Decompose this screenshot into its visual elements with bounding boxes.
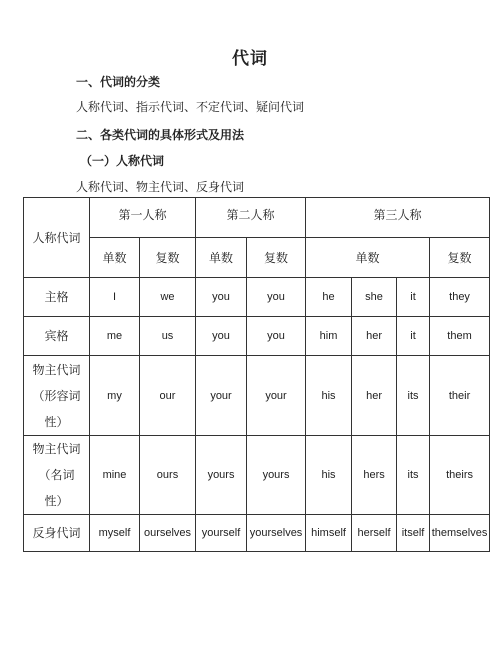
table-cell: themselves — [430, 515, 490, 552]
table-row — [24, 356, 490, 436]
subsection-heading-personal: （一）人称代词 — [80, 154, 165, 168]
table-row — [24, 515, 490, 552]
table-cell: his — [306, 436, 352, 515]
table-cell: you — [196, 278, 247, 317]
table-cell: his — [306, 356, 352, 436]
row-label-line: 主格 — [44, 290, 69, 304]
table-cell: him — [306, 317, 352, 356]
table-cell: herself — [352, 515, 397, 552]
table-row — [24, 317, 490, 356]
row-label-line: 性） — [44, 414, 69, 429]
table-cell: hers — [352, 436, 397, 515]
header-third-person: 第三人称 — [306, 198, 490, 238]
table-cell: they — [430, 278, 490, 317]
table-cell: it — [397, 317, 430, 356]
table-cell: you — [196, 317, 247, 356]
header-third-singular: 单数 — [306, 238, 430, 278]
table-cell: mine — [90, 436, 140, 515]
row-label-line: 物主代词 — [32, 442, 81, 456]
table-cell: them — [430, 317, 490, 356]
header-third-plural: 复数 — [430, 238, 490, 278]
section-heading-2: 二、各类代词的具体形式及用法 — [76, 128, 245, 142]
section-heading-1: 一、代词的分类 — [76, 75, 161, 89]
table-cell: its — [397, 356, 430, 436]
document-title: 代词 — [232, 49, 268, 69]
table-cell: their — [430, 356, 490, 436]
table-cell: himself — [306, 515, 352, 552]
header-row-person — [24, 198, 490, 238]
table-cell: yourselves — [247, 515, 306, 552]
table-cell: theirs — [430, 436, 490, 515]
table-cell: itself — [397, 515, 430, 552]
table-cell: yourself — [196, 515, 247, 552]
row-label — [24, 515, 90, 552]
table-cell: I — [90, 278, 140, 317]
table-cell: our — [140, 356, 196, 436]
header-second-singular: 单数 — [196, 238, 247, 278]
table-cell: me — [90, 317, 140, 356]
table-cell: yours — [247, 436, 306, 515]
header-second-plural: 复数 — [247, 238, 306, 278]
table-cell: your — [247, 356, 306, 436]
personal-pronoun-types-text: 人称代词、物主代词、反身代词 — [76, 180, 245, 194]
header-first-person: 第一人称 — [90, 198, 196, 238]
header-second-person: 第二人称 — [196, 198, 306, 238]
row-label — [24, 436, 90, 515]
table-cell: us — [140, 317, 196, 356]
row-label — [24, 278, 90, 317]
header-first-singular: 单数 — [90, 238, 140, 278]
row-label-line: （名词 — [38, 468, 75, 482]
row-label-line: 反身代词 — [32, 526, 81, 540]
pronoun-categories-text: 人称代词、指示代词、不定代词、疑问代词 — [76, 100, 305, 114]
table-cell: it — [397, 278, 430, 317]
table-cell: its — [397, 436, 430, 515]
table-row — [24, 436, 490, 515]
row-label-line: 物主代词 — [32, 362, 81, 377]
table-cell: my — [90, 356, 140, 436]
table-cell: ourselves — [140, 515, 196, 552]
table-cell: her — [352, 317, 397, 356]
table-cell: ours — [140, 436, 196, 515]
row-label-line: 宾格 — [44, 329, 69, 343]
row-label — [24, 356, 90, 436]
table-cell: we — [140, 278, 196, 317]
table-cell: yours — [196, 436, 247, 515]
header-row-number — [24, 238, 490, 278]
table-cell: you — [247, 317, 306, 356]
pronoun-table — [23, 197, 490, 552]
table-cell: her — [352, 356, 397, 436]
row-label-line: 性） — [44, 494, 69, 508]
row-label-line: （形容词 — [32, 388, 81, 403]
table-cell: she — [352, 278, 397, 317]
table-cell: your — [196, 356, 247, 436]
table-cell: myself — [90, 515, 140, 552]
table-cell: you — [247, 278, 306, 317]
table-cell: he — [306, 278, 352, 317]
table-row — [24, 278, 490, 317]
row-label — [24, 317, 90, 356]
table-corner-header: 人称代词 — [24, 198, 90, 278]
header-first-plural: 复数 — [140, 238, 196, 278]
